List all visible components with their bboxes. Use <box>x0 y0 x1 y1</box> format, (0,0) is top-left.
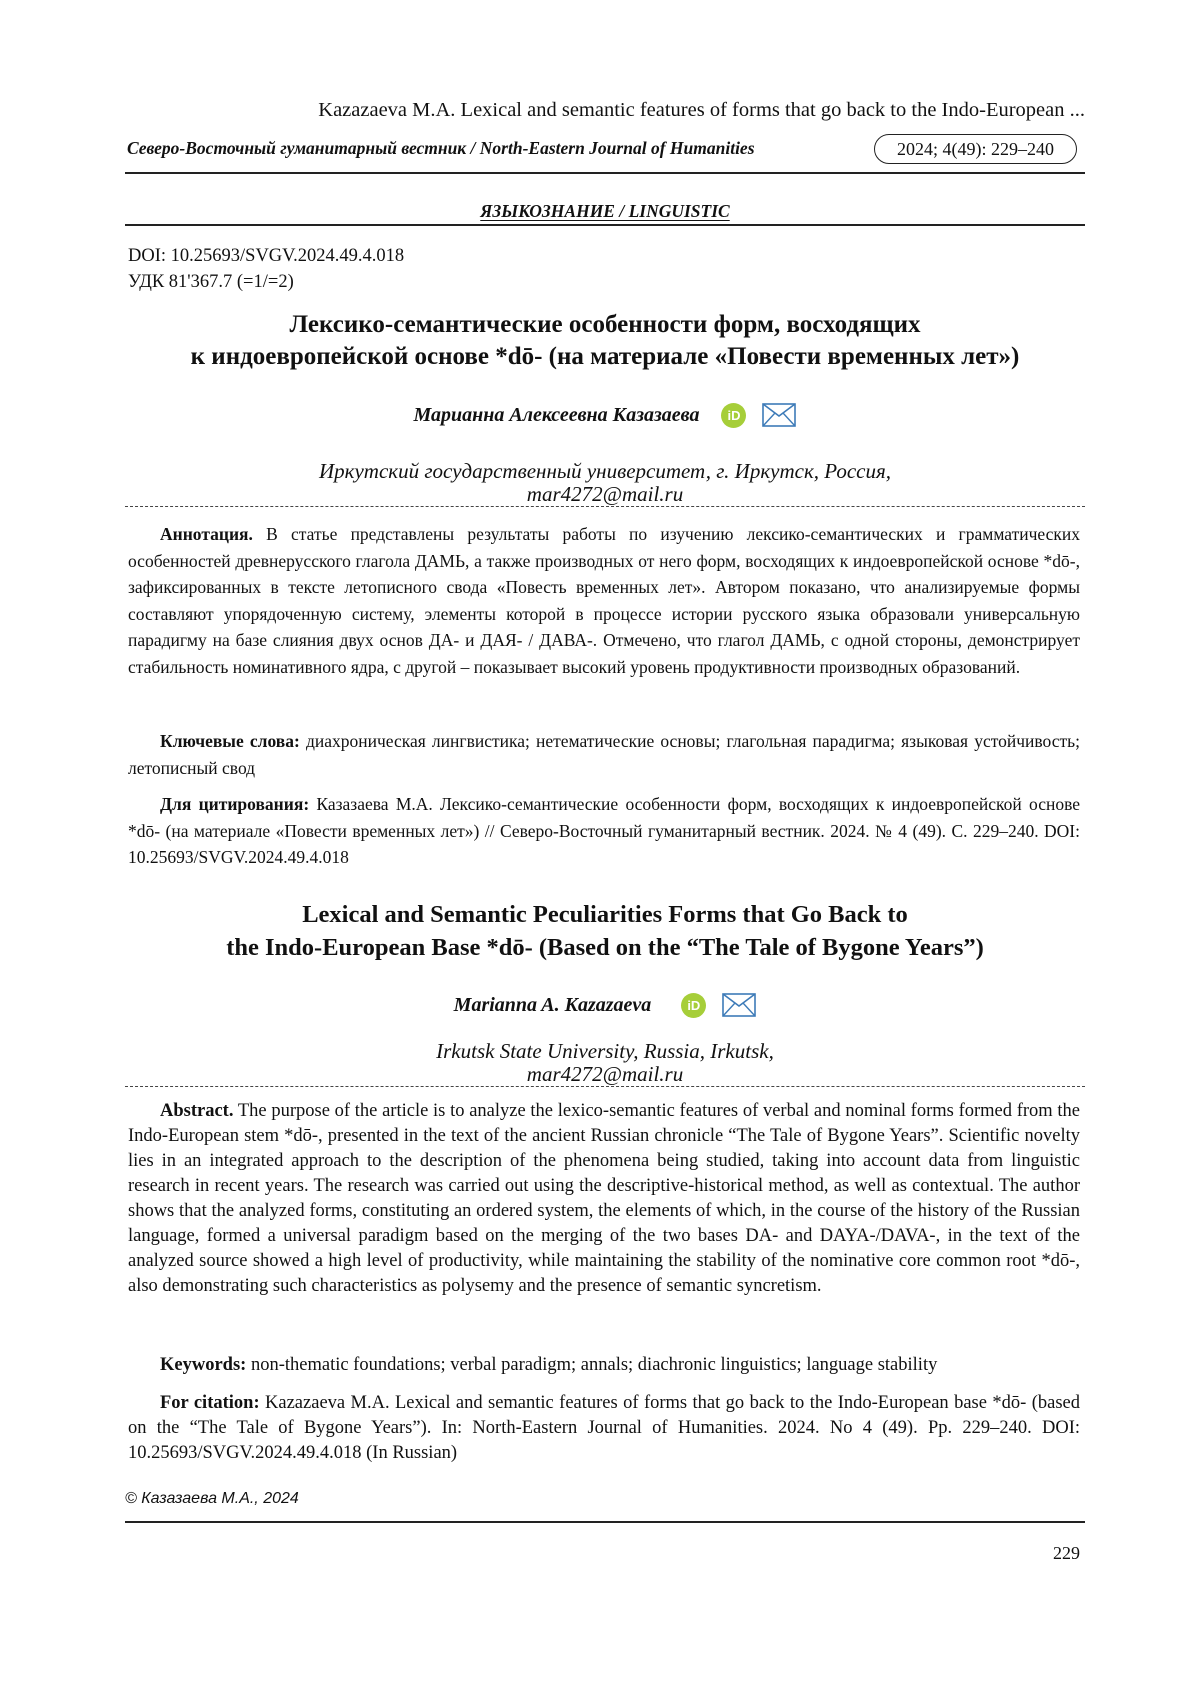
en-keywords-text: non-thematic foundations; verbal paradigm; annals; diachronic linguistics; language stability <box>246 1355 938 1375</box>
orcid-icon[interactable]: iD <box>721 403 746 428</box>
ru-citation <box>128 791 1080 871</box>
ru-abstract-text: В статье представлены результаты работы по изучению лексико-семантических и грамматических особенностей древнерусского глагола ДАМЬ, а также производных от него форм, восходящих к индоевропейской основе *dō-, зафиксированных в тексте летописного свода «Повесть временных лет». Автором показано, что анализируемые формы составляют упорядоченную систему, элементы которой в процессе истории русского языка образовали универсальную парадигму на базе слияния двух основ ДА- и ДАЯ- / ДАВА-. Отмечено, что глагол ДАМЬ, с одной стороны, демонстрирует стабильность номинативного ядра, с другой – показывает высокий уровень продуктивности производных образований. <box>128 524 1080 677</box>
issue-badge: 2024; 4(49): 229–240 <box>874 134 1077 164</box>
running-title: Kazazaeva M.A. Lexical and semantic features of forms that go back to the Indo-European ... <box>318 99 1085 121</box>
copyright: © Казазаева М.А., 2024 <box>125 1490 299 1507</box>
en-author-row <box>125 990 1085 1020</box>
ru-title-line-1: Лексико-семантические особенности форм, восходящих <box>289 311 921 338</box>
ru-abstract <box>128 521 1080 680</box>
ru-keywords <box>128 728 1080 781</box>
ru-abstract-label: Аннотация. <box>160 524 253 544</box>
doi: DOI: 10.25693/SVGV.2024.49.4.018 <box>128 246 405 266</box>
header-rule <box>125 172 1085 174</box>
en-author-name: Marianna A. Kazazaeva <box>453 993 652 1016</box>
ru-keywords-text: диахроническая лингвистика; нетематические основы; глагольная парадигма; языковая устойчивость; летописный свод <box>128 731 1081 778</box>
ru-affiliation: Иркутский государственный университет, г. Иркутск, Россия, <box>318 459 891 483</box>
en-abstract <box>128 1099 1080 1299</box>
ru-title-line-2: к индоевропейской основе *dō- (на материале «Повести временных лет») <box>190 343 1020 370</box>
en-dashed-divider <box>125 1086 1085 1087</box>
mail-icon[interactable] <box>762 403 796 427</box>
section-rule <box>125 224 1085 226</box>
orcid-icon[interactable]: iD <box>681 993 706 1018</box>
ru-author-row <box>125 400 1085 430</box>
en-abstract-text: The purpose of the article is to analyze the lexico-semantic features of verbal and nominal forms formed from the Indo-European stem *dō-, presented in the text of the ancient Russian chronicle “The Tale of Bygone Years”. Scientific novelty lies in an integrated approach to the description of the phenomena being studied, taking into account data from linguistic research in recent years. The research was carried out using the descriptive-historical method, as well as contextual. The author shows that the analyzed forms, constituting an ordered system, the elements of which, in the course of the history of the Russian language, formed a universal paradigm based on the merging of the two bases DA- and DAYA-/DAVA-, in the text of the analyzed source showed a high level of productivity, while maintaining the stability of the nominative core common root *dō-, also demonstrating such characteristics as polysemy and the presence of semantic syncretism. <box>128 1101 1080 1296</box>
en-citation <box>128 1391 1080 1466</box>
en-email[interactable]: mar4272@mail.ru <box>526 1062 684 1086</box>
ru-citation-text: Казазаева М.А. Лексико-семантические особенности форм, восходящих к индоевропейской основе *dō- (на материале «Повести временных лет») // Северо-Восточный гуманитарный вестник. 2024. № 4 (49). С. 229–240. DOI: 10.25693/SVGV.2024.49.4.018 <box>128 794 1081 867</box>
ru-keywords-label: Ключевые слова: <box>160 731 300 751</box>
ru-email[interactable]: mar4272@mail.ru <box>526 482 684 506</box>
en-citation-label: For citation: <box>160 1393 260 1413</box>
en-abstract-label: Abstract. <box>160 1101 234 1121</box>
ru-author-name: Марианна Алексеевна Казазаева <box>413 403 700 426</box>
journal-name: Северо-Восточный гуманитарный вестник / North-Eastern Journal of Humanities <box>127 138 755 158</box>
udk: УДК 81'367.7 (=1/=2) <box>128 272 294 292</box>
ru-citation-label: Для цитирования: <box>160 794 310 814</box>
section-label: ЯЗЫКОЗНАНИЕ / LINGUISTIC <box>480 201 730 221</box>
page-number: 229 <box>1053 1543 1080 1563</box>
en-citation-text: Kazazaeva M.A. Lexical and semantic features of forms that go back to the Indo-European base *dō- (based on the “The Tale of Bygone Years”). In: North-Eastern Journal of Humanities. 2024. No 4 (49). Pp. 229–240. DOI: 10.25693/SVGV.2024.49.4.018 (In Russian) <box>128 1393 1080 1463</box>
en-affiliation: Irkutsk State University, Russia, Irkutsk, <box>436 1039 774 1063</box>
en-title-line-2: the Indo-European Base *dō- (Based on the “The Tale of Bygone Years”) <box>226 934 984 961</box>
ru-dashed-divider <box>125 506 1085 507</box>
en-keywords <box>128 1353 1080 1378</box>
en-keywords-label: Keywords: <box>160 1355 247 1375</box>
en-title-line-1: Lexical and Semantic Peculiarities Forms that Go Back to <box>302 901 908 928</box>
footer-rule <box>125 1521 1085 1523</box>
mail-icon[interactable] <box>722 993 756 1017</box>
